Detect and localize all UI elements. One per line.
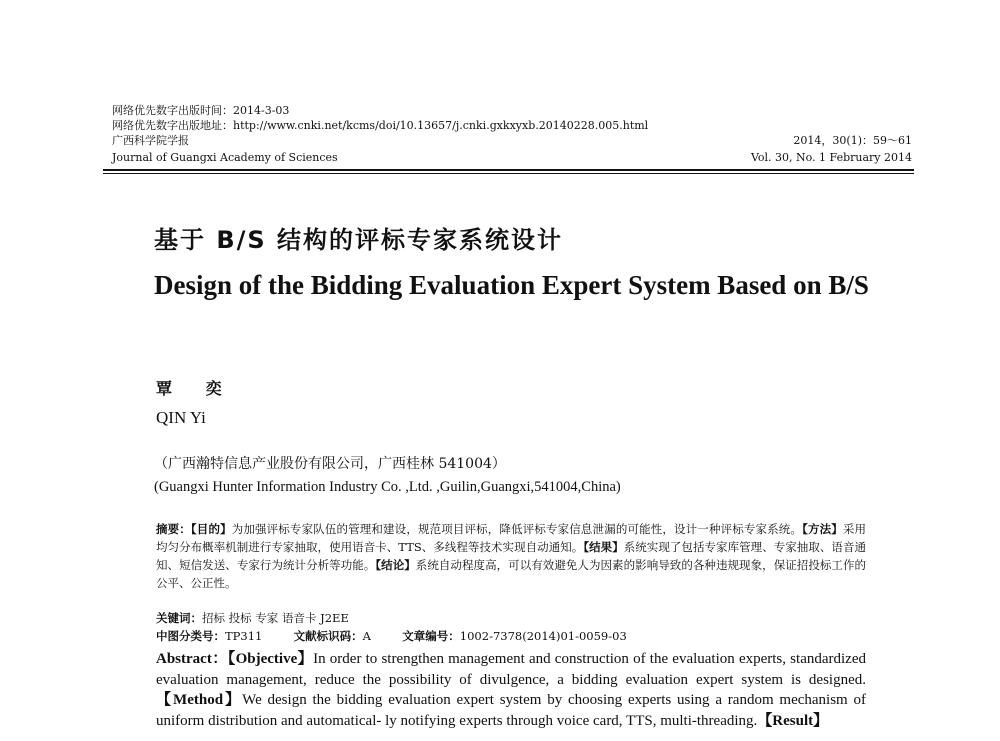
result-label-cn: 【结果】 xyxy=(583,540,624,554)
method-label-en: 【Method】 xyxy=(156,692,243,708)
abstract-cn-label: 摘要： xyxy=(156,522,191,536)
objective-text-cn: 为加强评标专家队伍的管理和建设，规范项目评标，降低评标专家信息泄漏的可能性，设计一种评标专家系统。 xyxy=(231,522,803,536)
conclusion-label-cn: 【结论】 xyxy=(375,558,416,572)
header-rule-thick xyxy=(103,169,914,171)
objective-label-en: 【Objective】 xyxy=(227,651,314,667)
title-english: Design of the Bidding Evaluation Expert System Based on B/S xyxy=(154,270,869,300)
method-label-cn: 【方法】 xyxy=(802,522,843,536)
affiliation-cn: （广西瀚特信息产业股份有限公司，广西桂林 541004） xyxy=(154,456,506,472)
doc-code-value: A xyxy=(362,629,371,643)
issue-info-en: Vol. 30, No. 1 February 2014 xyxy=(750,151,912,164)
method-text-en: We design the bidding evaluation expert system by choosing experts using a random mechanism of uniform distribution and automatical- xyxy=(156,692,867,729)
objective-text-en: In order to strengthen management and construction of the evaluation experts, standardized evaluation management, reduce the possibility of divulgence, a bidding evaluation expert system is designed. xyxy=(156,651,866,688)
online-publish-url: 网络优先数字出版地址：http://www.cnki.net/kcms/doi/10.13657/j.cnki.gxkxyxb.20140228.005.html xyxy=(112,119,649,132)
conclusion-text-cn: 系统自动程度高，可以有效避免人为因素的影响导致的各种违规现象，保证招投标工作的公平、公正性。 xyxy=(156,558,867,590)
abstract-en-label: Abstract： xyxy=(156,651,228,667)
result-label-en: 【Result】 xyxy=(757,712,829,729)
article-no-label: 文章编号： xyxy=(402,629,460,643)
journal-line-en xyxy=(112,151,912,165)
journal-line-cn xyxy=(112,134,912,148)
article-no-value: 1002-7378(2014)01-0059-03 xyxy=(459,629,627,643)
keywords-label: 关键词： xyxy=(156,611,202,625)
issue-info-cn: 2014，30(1)：59～61 xyxy=(793,134,912,147)
keywords-line xyxy=(156,610,349,626)
clc-value: TP311 xyxy=(225,629,263,643)
keywords-value: 招标 投标 专家 语音卡 J2EE xyxy=(202,611,349,625)
author-name-en: QIN Yi xyxy=(156,408,206,427)
clc-label: 中图分类号： xyxy=(156,629,225,643)
journal-name-cn: 广西科学院学报 xyxy=(112,134,189,147)
abstract-english xyxy=(156,649,866,731)
abstract-chinese xyxy=(156,520,866,592)
result-text-cn: 系统实现了包括专家库管理、专家抽取、语音通知、短信发送、专家行为统计分析等功能。 xyxy=(156,540,867,572)
title-chinese: 基于 B/S 结构的评标专家系统设计 xyxy=(154,226,564,254)
objective-label-cn: 【目的】 xyxy=(190,522,232,536)
doc-code-label: 文献标识码： xyxy=(293,629,363,643)
classification-line xyxy=(156,628,627,644)
journal-name-en: Journal of Guangxi Academy of Sciences xyxy=(112,151,338,164)
affiliation-en: (Guangxi Hunter Information Industry Co. ,Ltd. ,Guilin,Guangxi,541004,China) xyxy=(154,479,621,495)
method-text-cn: 采用均匀分布概率机制进行专家抽取，使用语音卡、TTS、多线程等技术实现自动通知。 xyxy=(156,522,867,554)
trailing-text-en: ly notifying experts through voice card, TTS, multi-threading. xyxy=(385,712,758,729)
header-rule-thin xyxy=(103,173,914,174)
author-name-cn: 覃 奕 xyxy=(156,379,236,398)
online-publish-date: 网络优先数字出版时间：2014-3-03 xyxy=(112,104,290,117)
